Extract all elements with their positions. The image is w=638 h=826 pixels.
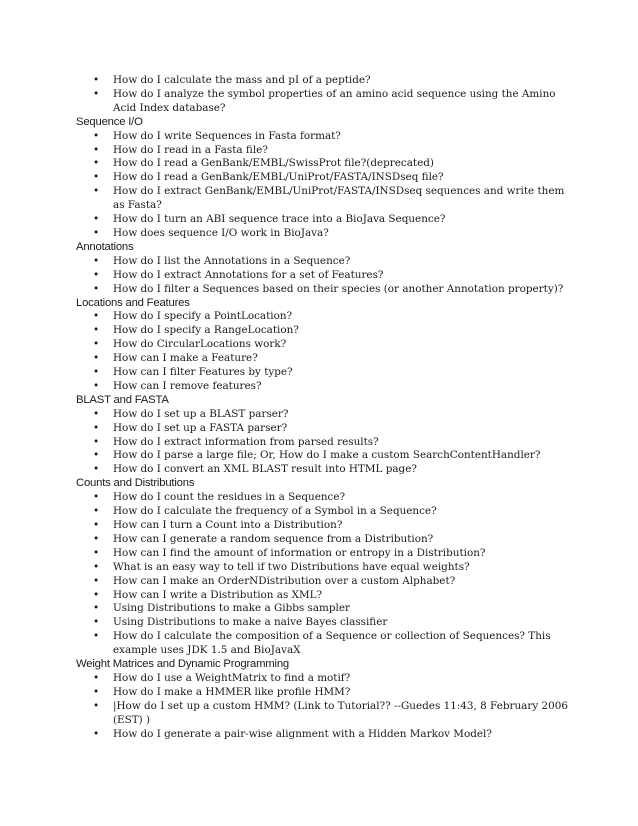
question-link[interactable]: • How do I count the residues in a Sequence?	[113, 491, 578, 505]
question-link[interactable]: • How do I generate a pair-wise alignment with a Hidden Markov Model?	[113, 728, 578, 742]
section-heading: Locations and Features	[76, 296, 190, 309]
question-link[interactable]: • How do I convert an XML BLAST result into HTML page?	[113, 463, 578, 477]
question-link[interactable]: • How do I set up a BLAST parser?	[113, 408, 578, 422]
question-link[interactable]: • How can I filter Features by type?	[113, 366, 578, 380]
question-link[interactable]: • How can I turn a Count into a Distribution?	[113, 519, 578, 533]
question-list	[76, 672, 578, 742]
question-link[interactable]: • What is an easy way to tell if two Distributions have equal weights?	[113, 561, 578, 575]
question-link[interactable]: • How can I remove features?	[113, 380, 578, 394]
section-heading: Sequence I/O	[76, 115, 143, 128]
question-link[interactable]: • How can I make a Feature?	[113, 352, 578, 366]
section-heading: Weight Matrices and Dynamic Programming	[76, 658, 289, 671]
question-list	[76, 255, 578, 297]
question-link[interactable]: • How do I analyze the symbol properties of an amino acid sequence using the Amino Acid Index database?	[113, 88, 578, 116]
question-link[interactable]: • Using Distributions to make a naive Bayes classifier	[113, 616, 578, 630]
question-link[interactable]: • How do I read a GenBank/EMBL/UniProt/FASTA/INSDseq file?	[113, 171, 578, 185]
question-link[interactable]: • How can I generate a random sequence from a Distribution?	[113, 533, 578, 547]
question-link[interactable]: • How do I specify a RangeLocation?	[113, 324, 578, 338]
question-list	[76, 491, 578, 658]
question-link[interactable]: • How do I calculate the frequency of a Symbol in a Sequence?	[113, 505, 578, 519]
question-link[interactable]: • How do I extract GenBank/EMBL/UniProt/FASTA/INSDseq sequences and write them as Fasta?	[113, 185, 578, 213]
section-heading: BLAST and FASTA	[76, 393, 169, 406]
question-link[interactable]: • How do I write Sequences in Fasta format?	[113, 130, 578, 144]
question-link[interactable]: • How do I parse a large file; Or, How do I make a custom SearchContentHandler?	[113, 449, 578, 463]
question-link[interactable]: • How do I use a WeightMatrix to find a motif?	[113, 672, 578, 686]
question-link[interactable]: • How do I read a GenBank/EMBL/SwissProt file?(deprecated)	[113, 157, 578, 171]
section-heading: Counts and Distributions	[76, 477, 195, 490]
question-list	[76, 74, 578, 116]
question-link[interactable]: • How do I calculate the composition of a Sequence or collection of Sequences? This example uses JDK 1.5 and BioJavaX	[113, 630, 578, 658]
question-link[interactable]: • |How do I set up a custom HMM? (Link to Tutorial?? --Guedes 11:43, 8 February 2006 (EST) )	[113, 700, 578, 728]
question-link[interactable]: • How do I filter a Sequences based on their species (or another Annotation property)?	[113, 283, 578, 297]
question-list	[76, 130, 578, 241]
question-link[interactable]: • How do I read in a Fasta file?	[113, 144, 578, 158]
question-link[interactable]: • How can I write a Distribution as XML?	[113, 589, 578, 603]
question-link[interactable]: • How do I extract Annotations for a set of Features?	[113, 269, 578, 283]
question-link[interactable]: • How do I calculate the mass and pI of a peptide?	[113, 74, 578, 88]
question-list	[76, 408, 578, 478]
question-link[interactable]: • How do I set up a FASTA parser?	[113, 422, 578, 436]
question-list	[76, 310, 578, 393]
question-link[interactable]: • How can I find the amount of information or entropy in a Distribution?	[113, 547, 578, 561]
question-link[interactable]: • How do I make a HMMER like profile HMM?	[113, 686, 578, 700]
question-link[interactable]: • How do I specify a PointLocation?	[113, 310, 578, 324]
question-link[interactable]: • How do CircularLocations work?	[113, 338, 578, 352]
question-link[interactable]: • Using Distributions to make a Gibbs sampler	[113, 602, 578, 616]
question-link[interactable]: • How do I turn an ABI sequence trace into a BioJava Sequence?	[113, 213, 578, 227]
question-link[interactable]: • How does sequence I/O work in BioJava?	[113, 227, 578, 241]
question-link[interactable]: • How can I make an OrderNDistribution over a custom Alphabet?	[113, 575, 578, 589]
section-heading: Annotations	[76, 240, 134, 253]
question-link[interactable]: • How do I list the Annotations in a Sequence?	[113, 255, 578, 269]
question-link[interactable]: • How do I extract information from parsed results?	[113, 436, 578, 450]
